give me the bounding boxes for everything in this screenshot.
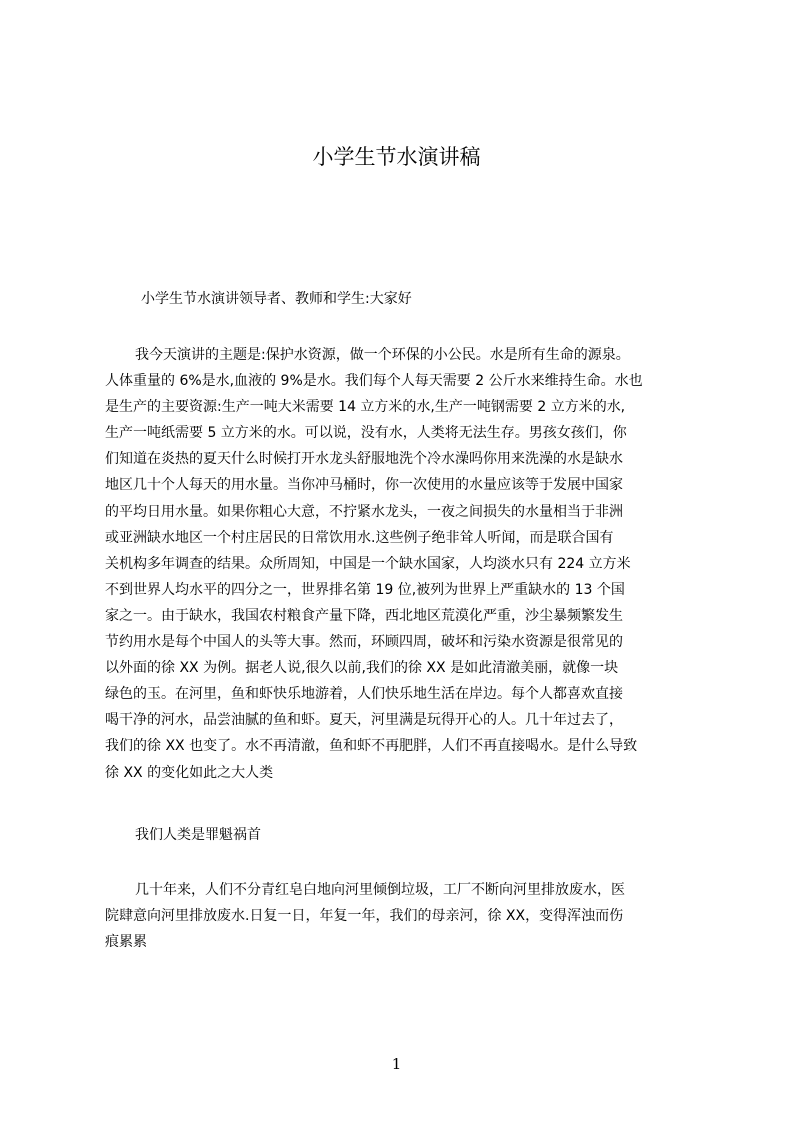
paragraph-line: 生产一吨纸需要 5 立方米的水。可以说，没有水，人类将无法生存。男孩女孩们，你 (105, 425, 627, 442)
section-heading: 我们人类是罪魁祸首 (135, 827, 261, 843)
paragraph-line: 关机构多年调查的结果。众所周知，中国是一个缺水国家，人均淡水只有 224 立方米 (105, 555, 631, 572)
paragraph-line: 家之一。由于缺水，我国农村粮食产量下降，西北地区荒漠化严重，沙尘暴频繁发生 (105, 607, 623, 624)
paragraph-line: 徐 XX 的变化如此之大人类 (105, 764, 274, 781)
paragraph-line: 节约用水是每个中国人的头等大事。然而，环顾四周，破坏和污染水资源是很常见的 (105, 634, 623, 651)
paragraph-line: 我今天演讲的主题是:保护水资源，做一个环保的小公民。水是所有生命的源泉。 (135, 347, 630, 363)
section-heading-paragraph (105, 822, 697, 848)
paragraph-line: 地区几十个人每天的用水量。当你冲马桶时，你一次使用的水量应该等于发展中国家 (105, 477, 623, 494)
paragraph-line: 人体重量的 6%是水,血液的 9%是水。我们每个人每天需要 2 公斤水来维持生命。水也 (105, 373, 643, 390)
paragraph-line: 院肆意向河里排放废水.日复一日，年复一年，我们的母亲河，徐 XX，变得浑浊而伤 (105, 908, 624, 925)
paragraph-line: 们知道在炎热的夏天什么时候打开水龙头舒服地洗个冷水澡吗你用来洗澡的水是缺水 (105, 451, 623, 468)
paragraph-line: 或亚洲缺水地区一个村庄居民的日常饮用水.这些例子绝非耸人听闻，而是联合国有 (105, 529, 614, 546)
paragraph-line: 以外面的徐 XX 为例。据老人说,很久以前,我们的徐 XX 是如此清澈美丽，就像一块 (105, 660, 619, 677)
second-paragraph (105, 877, 697, 955)
paragraph-line: 我们的徐 XX 也变了。水不再清澈，鱼和虾不再肥胖，人们不再直接喝水。是什么导致 (105, 738, 638, 755)
page-number: 1 (391, 1055, 402, 1073)
greeting-paragraph (105, 286, 697, 312)
paragraph-line: 不到世界人均水平的四分之一，世界排名第 19 位,被列为世界上严重缺水的 13 个国 (105, 581, 625, 598)
paragraph-line: 痕累累 (105, 934, 147, 951)
main-paragraph (105, 342, 697, 786)
paragraph-line: 小学生节水演讲领导者、教师和学生:大家好 (141, 291, 412, 307)
paragraph-line: 的平均日用水量。如果你粗心大意，不拧紧水龙头，一夜之间损失的水量相当于非洲 (105, 503, 623, 520)
paragraph-line: 几十年来，人们不分青红皂白地向河里倾倒垃圾，工厂不断向河里排放废水，医 (135, 882, 625, 898)
document-title: 小学生节水演讲稿 (312, 145, 481, 169)
paragraph-line: 喝干净的河水，品尝油腻的鱼和虾。夏天，河里满是玩得开心的人。几十年过去了， (105, 712, 623, 729)
paragraph-line: 是生产的主要资源:生产一吨大米需要 14 立方米的水,生产一吨钢需要 2 立方米的水, (105, 399, 626, 416)
paragraph-line: 绿色的玉。在河里，鱼和虾快乐地游着，人们快乐地生活在岸边。每个人都喜欢直接 (105, 686, 623, 703)
